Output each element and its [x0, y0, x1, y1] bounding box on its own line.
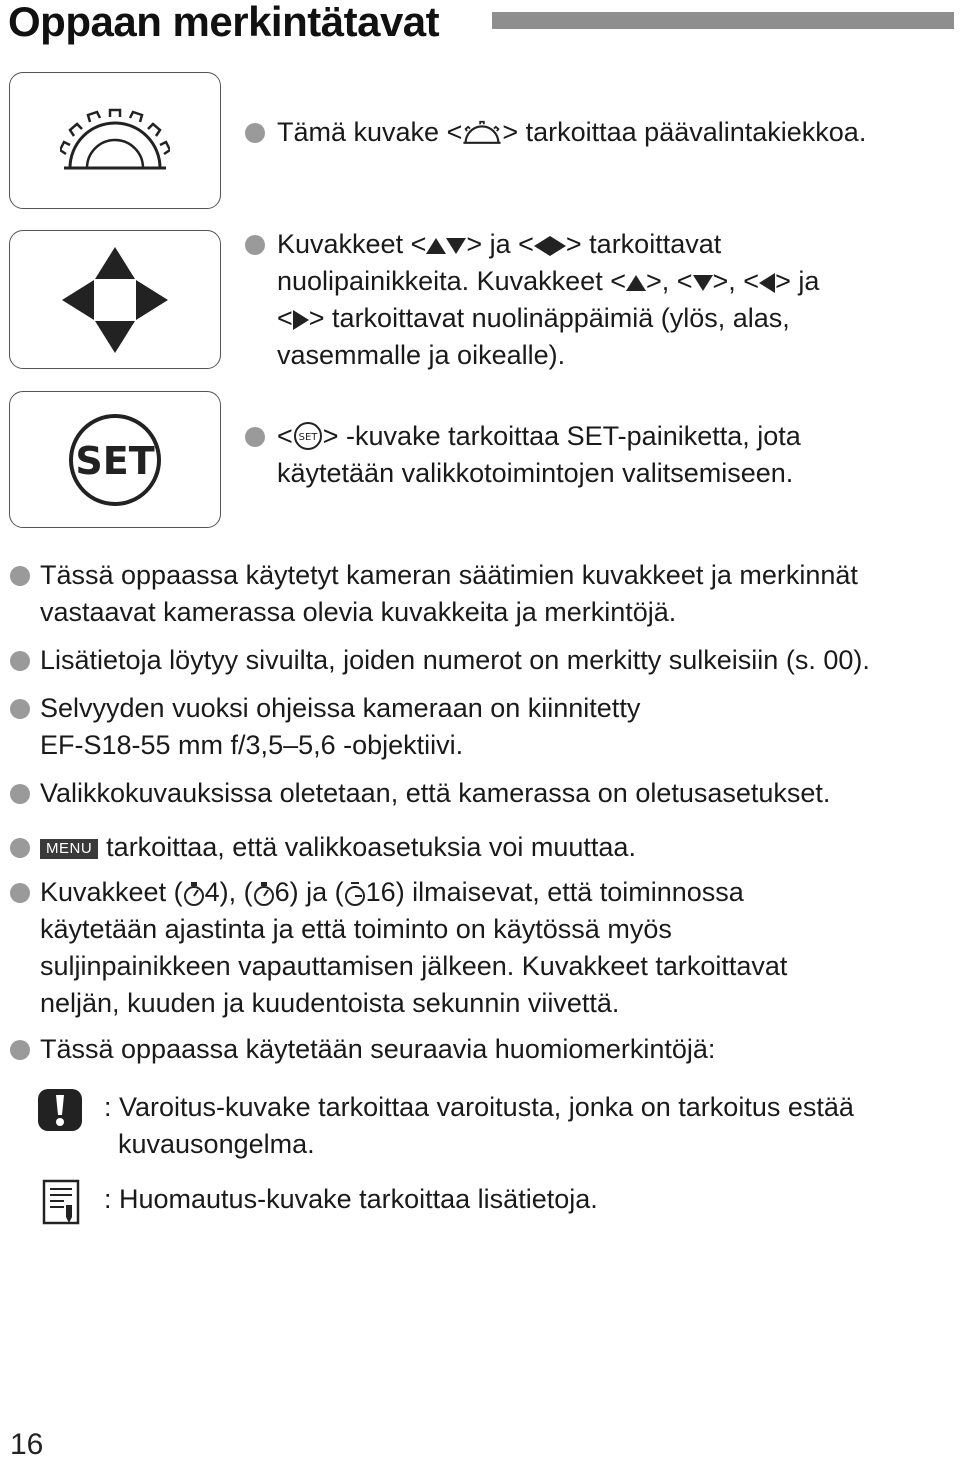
timer-text: Kuvakkeet (	[40, 877, 183, 907]
set-row	[245, 418, 801, 492]
bullet-icon	[245, 427, 265, 447]
dial-row	[245, 114, 866, 151]
timer-text: ), (	[219, 877, 253, 907]
bullet-icon	[10, 784, 30, 804]
timer-text: ) ilmaisevat, että toiminnossa	[395, 877, 744, 907]
set-button-box	[9, 391, 221, 528]
cross-keys-icon	[60, 245, 170, 355]
set-text: käytetään valikkotoimintojen valitsemiseen.	[277, 458, 794, 488]
set-text: <	[277, 421, 293, 451]
bullet-icon	[10, 651, 30, 671]
warning-icon	[36, 1087, 84, 1133]
timer-note	[10, 874, 787, 1022]
timer-text: ) ja (	[289, 877, 344, 907]
cross-text: Kuvakkeet <	[277, 229, 427, 259]
note-text: EF-S18-55 mm f/3,5–5,6 -objektiivi.	[40, 730, 464, 760]
cross-text: > ja	[775, 266, 820, 296]
timer-value: 16	[365, 877, 396, 907]
menu-note-text: tarkoittaa, että valikkoasetuksia voi muuttaa.	[106, 832, 636, 862]
memo-icon	[42, 1179, 80, 1225]
cross-keys-box	[9, 230, 221, 369]
cross-keys-row	[245, 226, 819, 374]
note-item	[10, 642, 870, 679]
self-timer-icon	[253, 881, 275, 907]
menu-note	[10, 829, 636, 866]
caution-intro-text: Tässä oppaassa käytetään seuraavia huomiomerkintöjä:	[40, 1034, 716, 1064]
set-icon-label: SET	[75, 438, 155, 483]
note-text: vastaavat kamerassa olevia kuvakkeita ja merkintöjä.	[40, 597, 677, 627]
cross-text: > tarkoittavat nuolinäppäimiä (ylös, alas,	[308, 303, 790, 333]
page-number: 16	[10, 1428, 44, 1461]
caution-text: kuvausongelma.	[118, 1129, 315, 1159]
main-dial-icon	[462, 119, 502, 147]
cross-text: <	[277, 303, 293, 333]
menu-icon: MENU	[40, 839, 98, 859]
note-item	[10, 557, 858, 631]
left-arrow-icon	[534, 236, 550, 256]
cross-text: nuolipainikkeita. Kuvakkeet <	[277, 266, 626, 296]
cross-text: > ja <	[466, 229, 534, 259]
timer-value: 4	[204, 877, 220, 907]
set-button-icon	[67, 412, 163, 508]
down-arrow-icon	[446, 238, 466, 254]
caution-item	[36, 1089, 854, 1163]
cross-text: >, <	[712, 266, 760, 296]
up-arrow-icon	[626, 275, 646, 291]
cross-text: vasemmalle ja oikealle).	[277, 340, 566, 370]
title-rule	[492, 12, 954, 29]
bullet-icon	[245, 235, 265, 255]
main-dial-box	[9, 72, 221, 209]
svg-text:SET: SET	[298, 432, 318, 443]
note-text: Valikkokuvauksissa oletetaan, että kamerassa on oletusasetukset.	[40, 778, 831, 808]
note-text: Tässä oppaassa käytetyt kameran säätimien kuvakkeet ja merkinnät	[40, 560, 858, 590]
bullet-icon	[10, 838, 30, 858]
caution-intro	[10, 1031, 715, 1068]
dial-text-post: > tarkoittaa päävalintakiekkoa.	[502, 117, 867, 147]
main-dial-icon	[60, 108, 170, 174]
timer-text: käytetään ajastinta ja että toiminto on käytössä myös	[40, 914, 672, 944]
bullet-icon	[245, 123, 265, 143]
note-item	[10, 775, 830, 812]
note-item	[10, 690, 640, 764]
dial-text-pre: Tämä kuvake <	[277, 117, 463, 147]
timer-value: 6	[274, 877, 290, 907]
timer-icon	[344, 881, 366, 907]
bullet-icon	[10, 566, 30, 586]
note-text: Selvyyden vuoksi ohjeissa kameraan on kiinnitetty	[40, 693, 641, 723]
cross-text: > tarkoittavat	[565, 229, 722, 259]
set-text: > -kuvake tarkoittaa SET-painiketta, jota	[322, 421, 801, 451]
bullet-icon	[10, 1040, 30, 1060]
self-timer-icon	[183, 881, 205, 907]
note-text: Lisätietoja löytyy sivuilta, joiden numerot on merkitty sulkeisiin (s. 00).	[40, 645, 870, 675]
down-arrow-icon	[693, 275, 713, 291]
caution-text: : Huomautus-kuvake tarkoittaa lisätietoja.	[104, 1184, 598, 1214]
up-arrow-icon	[426, 238, 446, 254]
bullet-icon	[10, 883, 30, 903]
timer-text: neljän, kuuden ja kuudentoista sekunnin viivettä.	[40, 988, 620, 1018]
caution-text: : Varoitus-kuvake tarkoittaa varoitusta, jonka on tarkoitus estää	[104, 1092, 854, 1122]
caution-item	[42, 1181, 598, 1225]
page-title: Oppaan merkintätavat	[8, 0, 440, 45]
left-arrow-icon	[759, 273, 775, 293]
right-arrow-icon	[293, 310, 309, 330]
timer-text: suljinpainikkeen vapauttamisen jälkeen. Kuvakkeet tarkoittavat	[40, 951, 788, 981]
cross-text: >, <	[645, 266, 693, 296]
set-button-icon	[293, 421, 323, 451]
bullet-icon	[10, 699, 30, 719]
right-arrow-icon	[550, 236, 566, 256]
